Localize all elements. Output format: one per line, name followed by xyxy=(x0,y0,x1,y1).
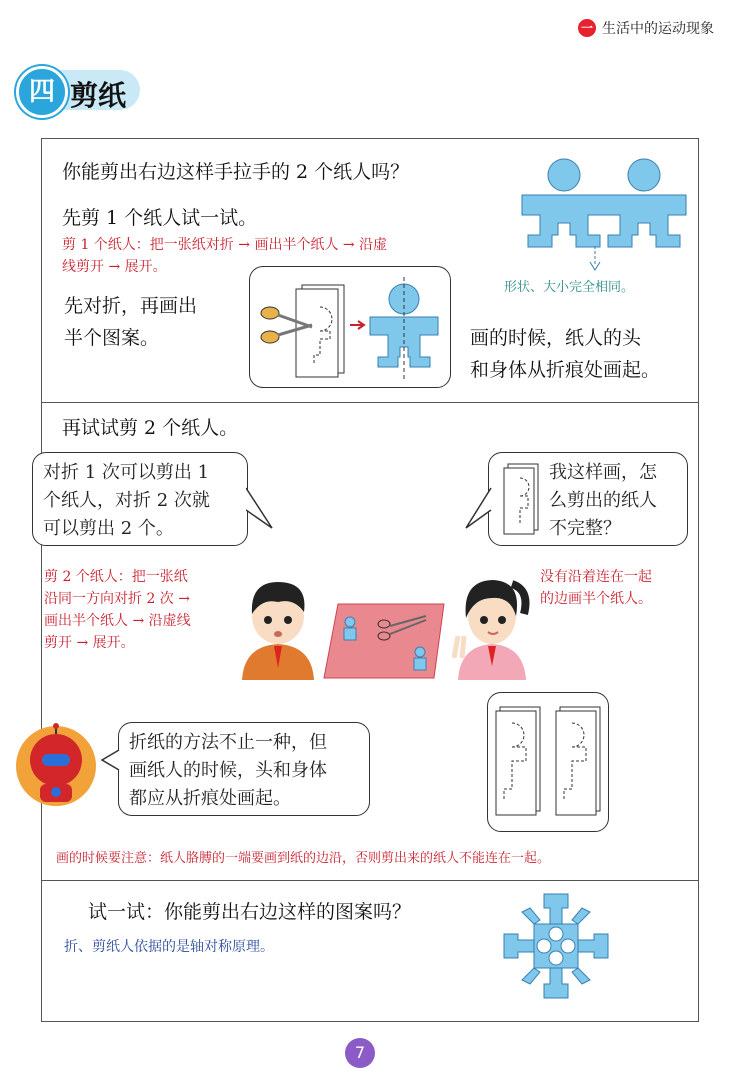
page-number: 7 xyxy=(345,1038,375,1068)
chapter-title: 生活中的运动现象 xyxy=(602,21,714,37)
robot-bubble-line2: 画纸人的时候，头和身体 xyxy=(129,760,327,781)
part1-steps-line1: 剪 1 个纸人：把一张纸对折 → 画出半个纸人 → 沿虚 xyxy=(62,237,388,253)
bubble-right-line3: 不完整？ xyxy=(549,518,621,539)
part1-question: 你能剪出右边这样手拉手的 2 个纸人吗？ xyxy=(62,161,410,183)
double-fold-diagram-box xyxy=(487,692,609,832)
symmetric-papercut-pattern xyxy=(500,890,612,1002)
dashed-arrow-icon xyxy=(588,246,602,272)
two-folded-papers-diagram xyxy=(488,693,608,831)
chapter-number: 一 xyxy=(578,19,596,37)
bubble-right-line2: 么剪出的纸人 xyxy=(549,490,657,511)
chapter-header xyxy=(578,18,714,38)
section-badge: 四 xyxy=(16,66,68,118)
boy-illustration xyxy=(238,568,318,680)
fold-text-line1: 先对折，再画出 xyxy=(64,295,198,317)
speech-bubble-left xyxy=(32,452,248,546)
pink-paper-scissors-illustration xyxy=(322,600,446,680)
robot-speech-bubble xyxy=(118,722,370,816)
section-title-text: 剪纸 xyxy=(70,79,127,112)
draw-note-line2: 和身体从折痕处画起。 xyxy=(470,359,661,381)
robot-bubble-line3: 都应从折痕处画起。 xyxy=(129,788,291,809)
part2-caution-note: 画的时候要注意：纸人胳膊的一端要画到纸的边沿，否则剪出来的纸人不能连在一起。 xyxy=(56,851,551,866)
girl-illustration xyxy=(452,566,532,680)
part2-steps-line2: 沿同一方向对折 2 次 → xyxy=(44,591,190,607)
part2-steps-line3: 画出半个纸人 → 沿虚线 xyxy=(44,613,191,629)
two-paper-dolls-illustration xyxy=(520,155,690,255)
fold-illustration-box xyxy=(249,266,451,388)
fold-and-cut-diagram xyxy=(250,267,450,387)
bubble-left-tail xyxy=(246,486,274,530)
draw-note-line1: 画的时候，纸人的头 xyxy=(470,327,642,349)
part2-steps-line1: 剪 2 个纸人：把一张纸 xyxy=(44,569,188,585)
divider-1 xyxy=(41,402,699,403)
bubble-left-line1: 对折 1 次可以剪出 1 xyxy=(43,462,210,483)
bubble-left-line2: 个纸人，对折 2 次就 xyxy=(43,490,210,511)
section-title xyxy=(16,64,140,116)
robot-bubble-line1: 折纸的方法不止一种，但 xyxy=(129,732,327,753)
folded-paper-sketch xyxy=(500,460,546,536)
bubble-right-line1: 我这样画，怎 xyxy=(549,462,657,483)
part1-try-one: 先剪 1 个纸人试一试。 xyxy=(62,207,258,229)
part3-question: 试一试：你能剪出右边这样的图案吗？ xyxy=(88,901,412,923)
bubble-right-tail xyxy=(464,486,492,530)
part3-symmetry-note: 折、剪纸人依据的是轴对称原理。 xyxy=(64,939,274,955)
part1-steps-line2: 线剪开 → 展开。 xyxy=(62,259,167,275)
fold-text-line2: 半个图案。 xyxy=(64,327,160,349)
part2-steps-line4: 剪开 → 展开。 xyxy=(44,635,135,651)
caption-same-shape: 形状、大小完全相同。 xyxy=(504,280,635,295)
robot-mascot-illustration xyxy=(14,722,98,810)
part2-right-note-line1: 没有沿着连在一起 xyxy=(540,569,652,585)
divider-2 xyxy=(41,880,699,881)
bubble-left-line3: 可以剪出 2 个。 xyxy=(43,518,174,539)
part2-try-two: 再试试剪 2 个纸人。 xyxy=(62,417,239,439)
part2-right-note-line2: 的边画半个纸人。 xyxy=(540,591,652,607)
robot-bubble-tail xyxy=(100,748,120,772)
